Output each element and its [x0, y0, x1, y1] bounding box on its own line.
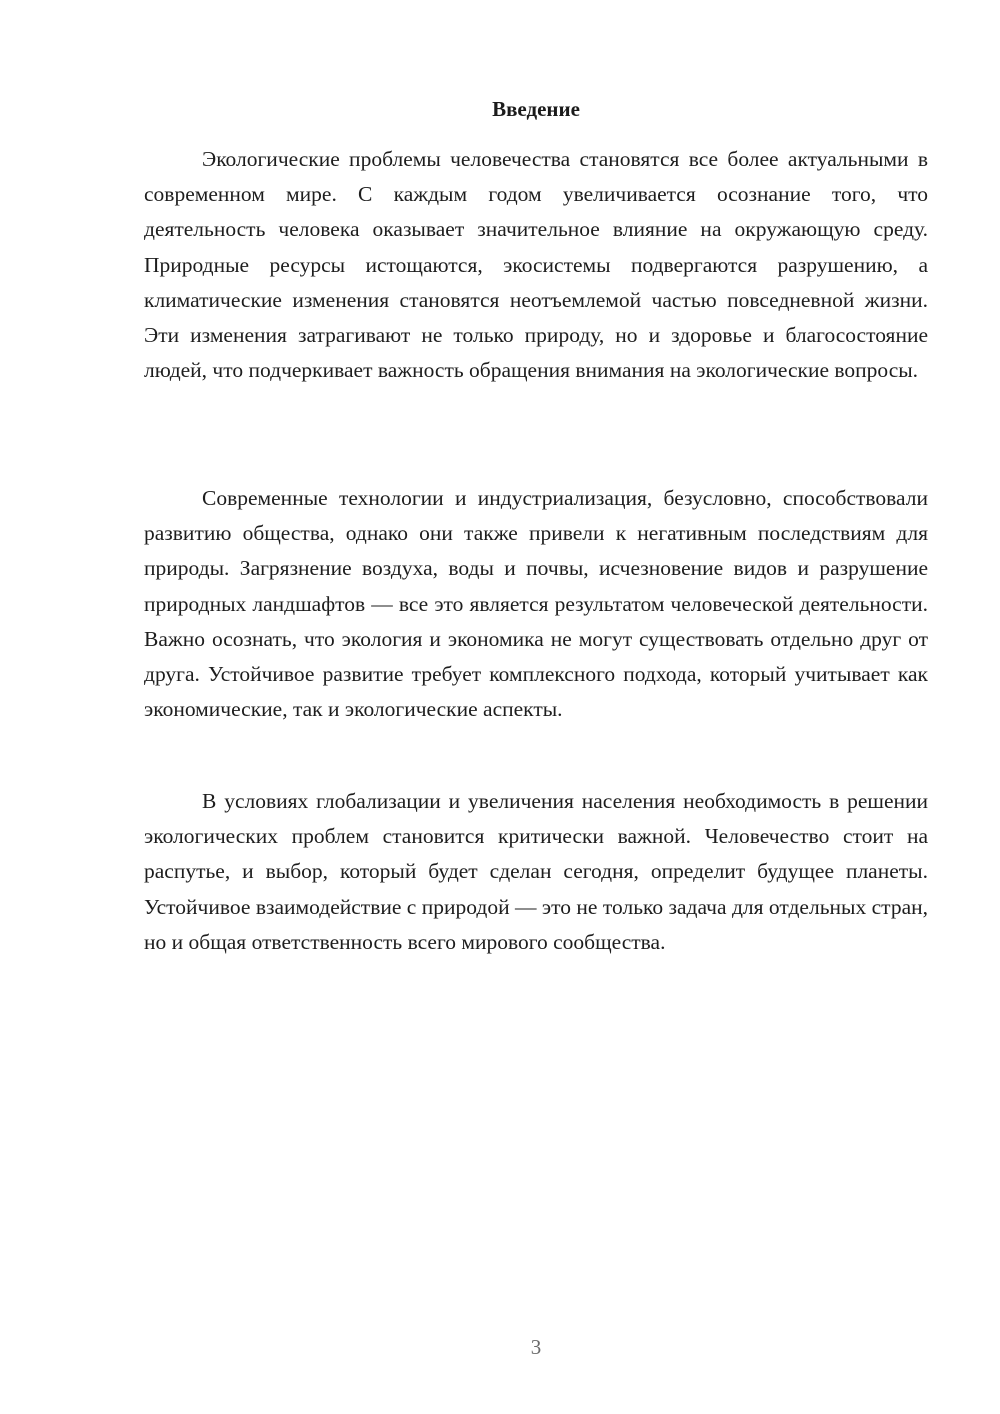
paragraph-3: В условиях глобализации и увеличения населения необходимость в решении экологических проблем становится критически важной. Человечество стоит на распутье, и выбор, который будет сделан сегодня, определит будущее планеты. Устойчивое взаимодействие с природой — это не только задача для отдельных стран, но и общая ответственность всего мирового сообщества.: [144, 789, 928, 954]
page-number: 3: [530, 1335, 542, 1359]
paragraph-1: Экологические проблемы человечества становятся все более актуальными в современном мире. С каждым годом увеличивается осознание того, что деятельность человека оказывает значительное влияние на окружающую среду. Природные ресурсы истощаются, экосистемы подвергаются разрушению, а климатические изменения становятся неотъемлемой частью повседневной жизни. Эти изменения затрагивают не только природу, но и здоровье и благосостояние людей, что подчеркивает важность обращения внимания на экологические вопросы.: [144, 147, 928, 383]
section-heading: Введение: [492, 97, 580, 121]
paragraph-2: Современные технологии и индустриализация, безусловно, способствовали развитию общества, однако они также привели к негативным последствиям для природы. Загрязнение воздуха, воды и почвы, исчезновение видов и разрушение природных ландшафтов — все это является результатом человеческой деятельности. Важно осознать, что экология и экономика не могут существовать отдельно друг от друга. Устойчивое развитие требует комплексного подхода, который учитывает как экономические, так и экологические аспекты.: [144, 486, 928, 722]
